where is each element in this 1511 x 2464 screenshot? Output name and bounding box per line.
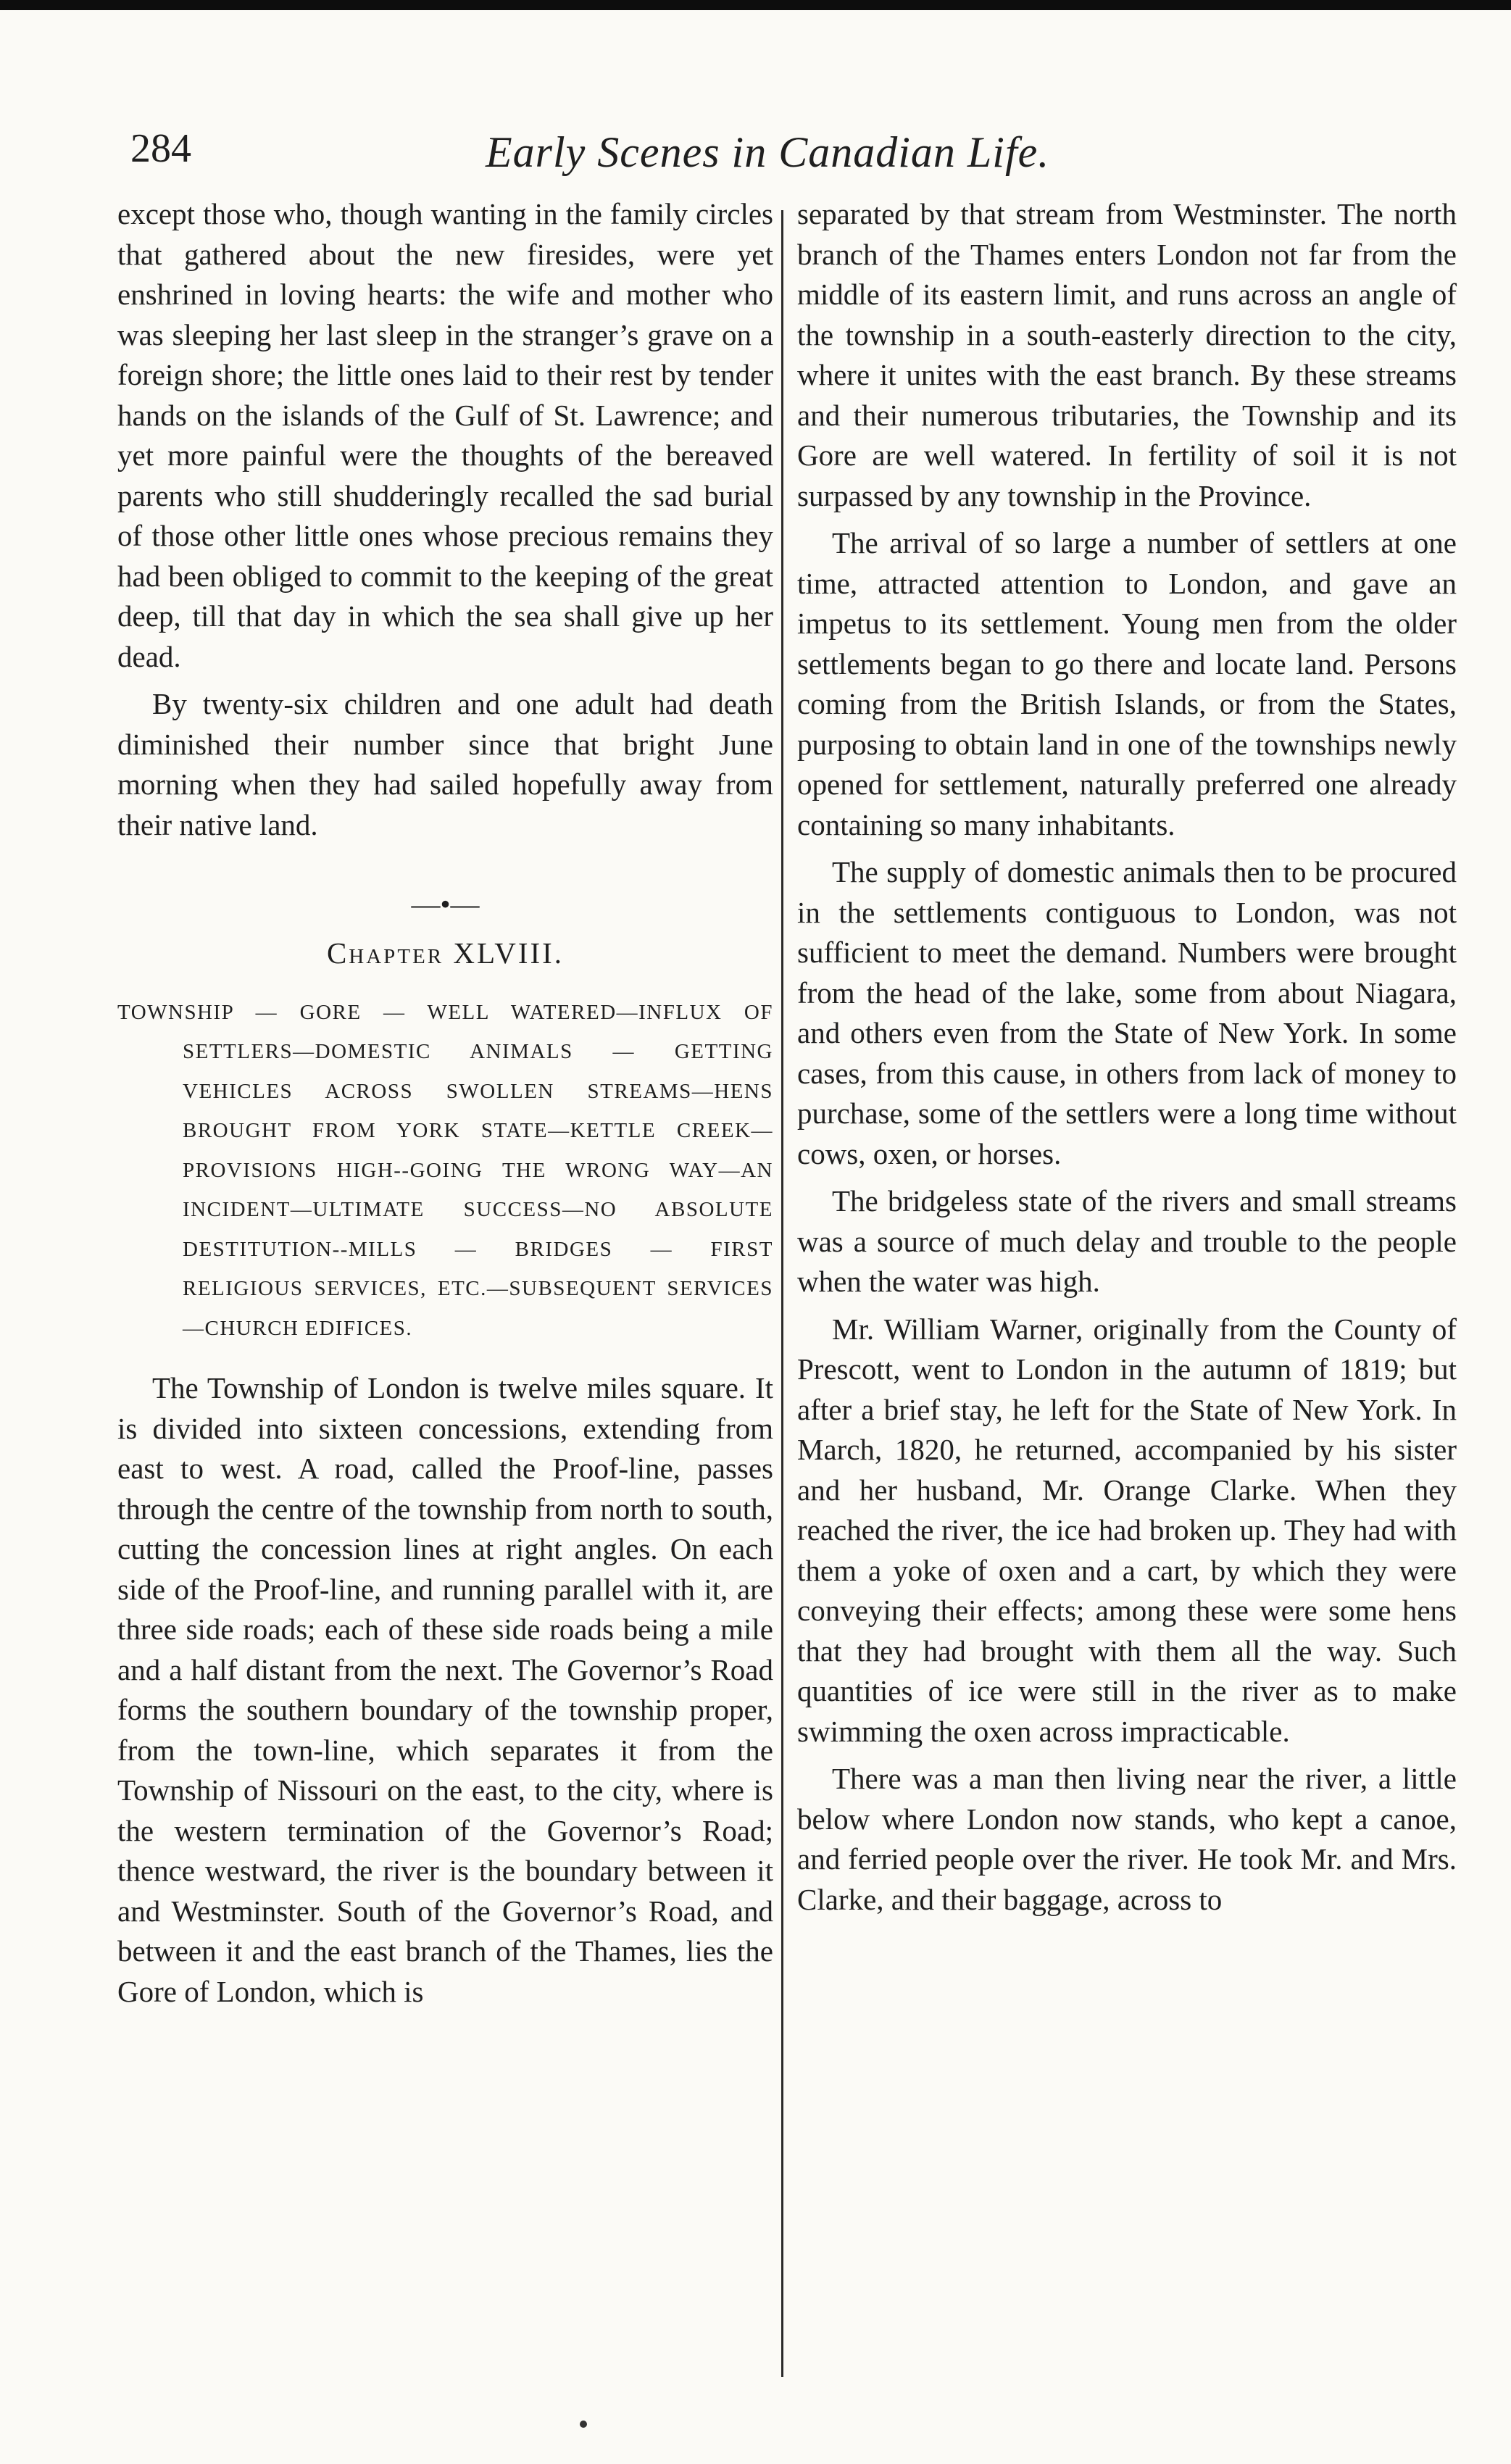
paragraph-continued: separated by that stream from Westminster. The north branch of the Thames enters London not far from the middle of its eastern limit, and runs across an angle of the township in a south-easterly direction to the city, where it unites with the east branch. By these streams and their numerous tributaries, the Township and its Gore are well watered. In fertility of soil it is not surpassed by any township in the Province.	[797, 197, 1457, 512]
column-divider	[781, 210, 783, 2377]
paragraph: Mr. William Warner, originally from the County of Prescott, went to London in the autumn of 1819; but after a brief stay, he left for the State of New York. In March, 1820, he returned, accompanied by his sister and her husband, Mr. Orange Clarke. When they reached the river, the ice had broken up. They had with them a yoke of oxen and a cart, by which they were conveying their effects; among these were some hens that they had brought with them all the way. Such quantities of ice were still in the river as to make swimming the oxen across impracticable.	[797, 1312, 1457, 1748]
paragraph: The supply of domestic animals then to be procured in the settlements contiguous to London, was not sufficient to meet the demand. Numbers were brought from the head of the lake, some from about Niagara, and others even from the State of New York. In some cases, from this cause, in others from lack of money to purchase, some of the settlers were a long time without cows, oxen, or horses.	[797, 855, 1457, 1170]
chapter-ornament: —•—	[411, 888, 480, 920]
page-number: 284	[130, 126, 191, 171]
paragraph: By twenty-six children and one adult had death diminished their number since that bright June morning when they had sailed hopefully away from their native land.	[117, 687, 773, 841]
top-border-rule	[0, 0, 1511, 10]
paragraph: The Township of London is twelve miles square. It is divided into sixteen concessions, extending from east to west. A road, called the Proof-line, passes through the centre of the township from north to south, cutting the concession lines at right angles. On each side of the Proof-line, and running parallel with it, are three side roads; each of these side roads being a mile and a half distant from the next. The Governor’s Road forms the southern boundary of the township proper, from the town-line, which separates it from the Township of Nissouri on the east, to the city, where is the western termination of the Governor’s Road; thence westward, the river is the boundary between it and Westminster. South of the Governor’s Road, and between it and the east branch of the Thames, lies the Gore of London, which is	[117, 1371, 773, 2008]
paragraph-continued: except those who, though wanting in the family circles that gathered about the new firesides, were yet enshrined in loving hearts: the wife and mother who was sleeping her last sleep in the stranger’s grave on a foreign shore; the little ones laid to their rest by tender hands on the islands of the Gulf of St. Lawrence; and yet more painful were the thoughts of the bereaved parents who still shudderingly recalled the sad burial of those other little ones whose precious remains they had been obliged to commit to the keeping of the great deep, till that day in which the sea shall give up her dead.	[117, 197, 773, 673]
paragraph: The bridgeless state of the rivers and small streams was a source of much delay and trouble to the people when the water was high.	[797, 1184, 1457, 1298]
left-column	[117, 194, 773, 2019]
chapter-synopsis: TOWNSHIP — GORE — WELL WATERED—INFLUX OF SETTLERS—DOMESTIC ANIMALS — GETTING VEHICLES ACROSS SWOLLEN STREAMS—HENS BROUGHT FROM YORK STATE—KETTLE CREEK—PROVISIONS HIGH--GOING THE WRONG WAY—AN INCIDENT—ULTIMATE SUCCESS—NO ABSOLUTE DESTITUTION--MILLS — BRIDGES — FIRST RELIGIOUS SERVICES, ETC.—SUBSEQUENT SERVICES—CHURCH EDIFICES.	[117, 1000, 773, 1340]
paragraph: The arrival of so large a number of settlers at one time, attracted attention to London, and gave an impetus to its settlement. Young men from the older settlements began to go there and locate land. Persons coming from the British Islands, or from the States, purposing to obtain land in one of the townships newly opened for settlement, naturally preferred one already containing so many inhabitants.	[797, 526, 1457, 841]
right-column	[797, 194, 1457, 1927]
footer-mark	[580, 2421, 587, 2428]
chapter-heading: Chapter XLVIII.	[326, 936, 565, 970]
running-title: Early Scenes in Canadian Life.	[486, 128, 1050, 176]
paragraph: There was a man then living near the river, a little below where London now stands, who kept a canoe, and ferried people over the river. He took Mr. and Mrs. Clarke, and their baggage, across to	[797, 1762, 1457, 1916]
page-header	[109, 116, 1464, 196]
